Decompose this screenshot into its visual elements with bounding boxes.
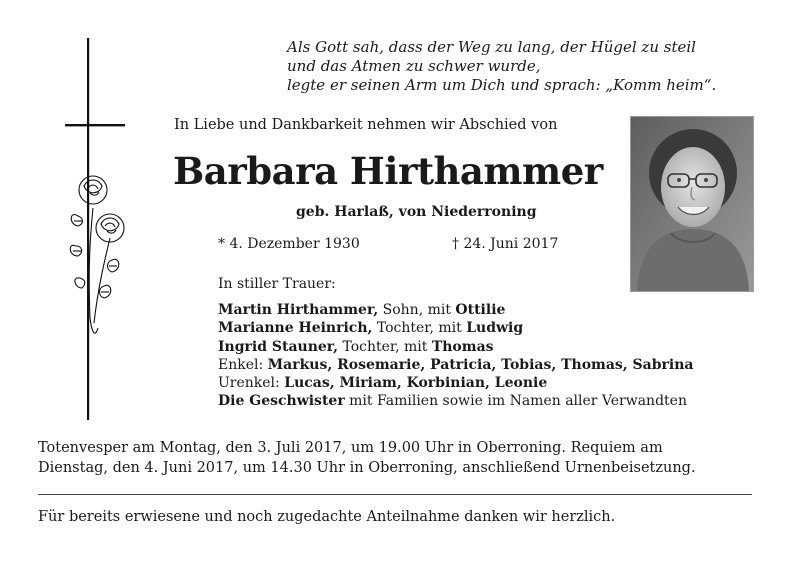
mourner-row	[218, 301, 693, 319]
opening-quote	[287, 38, 767, 95]
great-grandchildren-label: Urenkel:	[218, 375, 285, 392]
intro-text: In Liebe und Dankbarkeit nehmen wir Abschied von	[174, 117, 558, 133]
mourner-partner: Ludwig	[466, 320, 524, 337]
mourner-row	[218, 319, 693, 337]
great-grandchildren-names: Lucas, Miriam, Korbinian, Leonie	[284, 375, 548, 392]
grandchildren-names: Markus, Rosemarie, Patricia, Tobias, Thomas, Sabrina	[267, 356, 694, 373]
divider	[38, 494, 752, 495]
mourner-relation: Tochter, mit	[372, 320, 467, 337]
siblings-row	[218, 392, 693, 410]
mourner-relation: Sohn, mit	[378, 302, 456, 318]
mourners-heading: In stiller Trauer:	[218, 276, 336, 292]
service-details-line: Totenvesper am Montag, den 3. Juli 2017, um 19.00 Uhr in Oberroning. Requiem am	[38, 440, 663, 456]
birth-name: geb. Harlaß, von Niederroning	[296, 204, 537, 220]
mourner-name: Ingrid Stauner,	[218, 338, 339, 355]
mourner-partner: Thomas	[431, 338, 494, 355]
grandchildren-row	[218, 356, 693, 374]
mourner-name: Martin Hirthammer,	[218, 302, 379, 318]
thanks-text: Für bereits erwiesene und noch zugedachte Anteilnahme danken wir herzlich.	[38, 509, 616, 525]
service-details	[38, 438, 754, 478]
great-grandchildren-row	[218, 374, 693, 392]
mourner-relation: Tochter, mit	[338, 338, 432, 355]
quote-line: und das Atmen zu schwer wurde,	[287, 57, 541, 75]
siblings-text: mit Familien sowie im Namen aller Verwandten	[344, 393, 687, 410]
birth-date: * 4. Dezember 1930	[218, 236, 360, 252]
grandchildren-label: Enkel:	[218, 356, 268, 373]
death-date: † 24. Juni 2017	[452, 236, 559, 252]
cross-with-roses-icon	[60, 38, 130, 420]
quote-line: legte er seinen Arm um Dich und sprach: „Komm heim“.	[287, 76, 717, 94]
portrait-photo	[630, 116, 754, 292]
life-dates	[218, 236, 578, 252]
mourner-row	[218, 338, 693, 356]
mourner-partner: Ottilie	[455, 302, 506, 318]
deceased-name: Barbara Hirthammer	[173, 149, 603, 193]
mourners-list	[218, 301, 693, 411]
service-details-line: Dienstag, den 4. Juni 2017, um 14.30 Uhr in Oberroning, anschließend Urnenbeisetzung.	[38, 460, 696, 476]
quote-line: Als Gott sah, dass der Weg zu lang, der Hügel zu steil	[287, 38, 696, 56]
mourner-name: Marianne Heinrich,	[218, 320, 373, 337]
siblings-label: Die Geschwister	[218, 393, 345, 410]
